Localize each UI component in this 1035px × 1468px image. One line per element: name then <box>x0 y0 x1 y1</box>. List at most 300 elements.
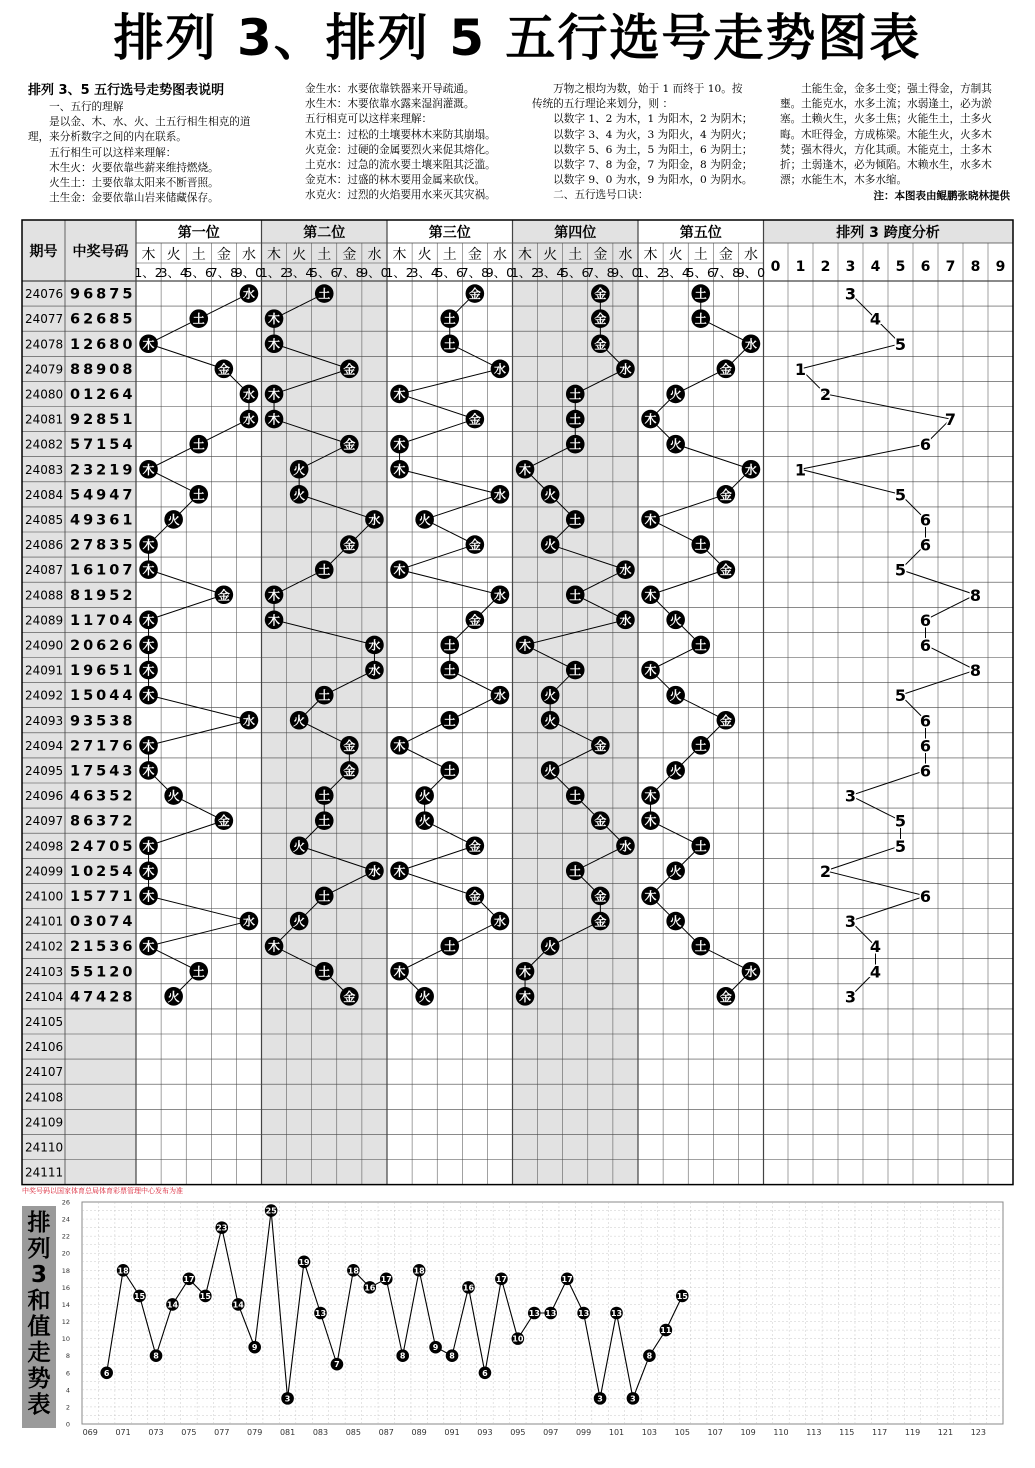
issue-cell: 24094 <box>25 738 64 753</box>
span-digit-header: 0 <box>770 259 781 275</box>
intro-line: 以数字 3、4 为火，3 为阳火，4 为阴火； <box>532 128 753 141</box>
number-cell: 88908 <box>70 361 136 378</box>
element-header: 火 <box>166 247 181 263</box>
element-badge-label: 火 <box>418 989 431 1004</box>
issue-cell: 24105 <box>25 1014 64 1029</box>
element-digits: 1、2 <box>636 265 665 280</box>
element-digits: 5、6 <box>686 265 715 280</box>
element-badge-label: 木 <box>142 663 155 678</box>
element-header: 水 <box>492 247 507 263</box>
element-header: 金 <box>718 247 733 263</box>
trend-line-position-1 <box>149 294 249 997</box>
element-badge-label: 水 <box>368 663 381 678</box>
span-value-label: 1 <box>794 460 807 480</box>
element-badge-label: 木 <box>644 512 657 527</box>
element-badge-label: 水 <box>493 688 506 703</box>
element-badge-label: 水 <box>744 337 757 352</box>
element-badge-label: 土 <box>318 563 331 578</box>
sum-x-tick: 079 <box>247 1428 263 1437</box>
element-digits: 5、6 <box>184 265 213 280</box>
span-value-label: 5 <box>894 560 907 580</box>
sum-x-tick: 085 <box>345 1428 362 1437</box>
element-header: 火 <box>543 247 558 263</box>
issue-cell: 24109 <box>25 1115 64 1130</box>
element-digits: 5、6 <box>435 265 464 280</box>
element-badge-label: 水 <box>619 613 632 628</box>
element-badge-label: 火 <box>293 713 306 728</box>
element-header: 土 <box>693 247 708 263</box>
number-cell: 55120 <box>70 964 136 981</box>
element-badge-label: 木 <box>142 638 155 653</box>
element-badge-label: 木 <box>393 462 406 477</box>
issue-cell: 24081 <box>25 412 64 427</box>
position-header: 第四位 <box>554 225 597 241</box>
sum-x-tick: 115 <box>839 1428 855 1437</box>
element-header: 金 <box>342 247 357 263</box>
number-cell: 19651 <box>70 663 136 680</box>
element-badge-label: 金 <box>594 312 607 327</box>
element-digits: 3、4 <box>159 265 188 280</box>
element-digits: 7、8 <box>335 265 364 280</box>
element-digits: 5、6 <box>310 265 339 280</box>
element-badge-label: 火 <box>669 864 682 879</box>
issue-cell: 24099 <box>25 864 64 879</box>
issue-cell: 24080 <box>25 387 64 402</box>
span-value-label: 4 <box>869 962 882 982</box>
issue-cell: 24108 <box>25 1090 64 1105</box>
element-badge-label: 火 <box>544 939 557 954</box>
intro-line: 五行相生可以这样来理解： <box>28 146 177 159</box>
span-value-label: 5 <box>894 485 907 505</box>
sum-title-char: 值 <box>27 1314 51 1340</box>
element-badge-label: 木 <box>142 763 155 778</box>
issue-cell: 24106 <box>25 1040 64 1055</box>
issue-cell: 24101 <box>25 914 64 929</box>
number-cell: 24705 <box>70 838 136 855</box>
span-value-label: 3 <box>844 987 857 1007</box>
issue-cell: 24110 <box>25 1140 64 1155</box>
span-header: 排列 3 跨度分析 <box>836 225 940 241</box>
span-value-label: 6 <box>919 761 932 781</box>
element-badge-label: 火 <box>418 814 431 829</box>
element-header: 水 <box>743 247 758 263</box>
span-value-label: 5 <box>894 334 907 354</box>
element-badge-label: 土 <box>192 964 205 979</box>
sum-x-tick: 069 <box>82 1428 98 1437</box>
span-value-label: 6 <box>919 535 932 555</box>
element-badge-label: 木 <box>142 563 155 578</box>
span-value-label: 6 <box>919 610 932 630</box>
element-badge-label: 木 <box>519 989 532 1004</box>
number-cell: 11704 <box>70 612 136 629</box>
intro-line: 五行相克可以这样来理解： <box>305 113 433 126</box>
element-badge-label: 土 <box>318 964 331 979</box>
span-digit-header: 1 <box>795 259 806 275</box>
sum-y-tick: 20 <box>61 1249 70 1258</box>
element-badge-label: 水 <box>368 864 381 879</box>
sum-value-label: 8 <box>153 1351 159 1361</box>
element-header: 金 <box>216 247 231 263</box>
sum-x-tick: 099 <box>575 1428 592 1437</box>
sum-y-tick: 10 <box>61 1335 70 1344</box>
span-value-label: 4 <box>869 309 882 329</box>
sum-x-tick: 119 <box>904 1428 921 1437</box>
element-badge-label: 金 <box>343 538 356 553</box>
element-badge-label: 水 <box>493 362 506 377</box>
intro-line: 理，来分析数字之间的内在联系。 <box>28 131 187 144</box>
sum-x-tick: 101 <box>608 1428 625 1437</box>
span-digit-header: 4 <box>870 259 881 275</box>
sum-value-label: 17 <box>561 1274 573 1284</box>
span-value-label: 6 <box>919 435 932 455</box>
element-badge-label: 水 <box>242 412 255 427</box>
span-value-label: 5 <box>894 836 907 856</box>
element-badge-label: 土 <box>318 287 331 302</box>
element-badge-label: 水 <box>368 512 381 527</box>
issue-cell: 24098 <box>25 839 64 854</box>
element-badge-label: 火 <box>293 839 306 854</box>
number-cell: 17543 <box>70 763 136 780</box>
element-badge-label: 金 <box>719 989 732 1004</box>
number-cell: 81952 <box>70 587 136 604</box>
sum-x-tick: 093 <box>477 1428 493 1437</box>
intro-line: 土克水：过急的流水要土壤来阻其泛滥。 <box>305 159 496 172</box>
sum-value-label: 9 <box>251 1343 258 1353</box>
span-value-label: 6 <box>919 886 932 906</box>
sum-title-char: 走 <box>27 1340 51 1366</box>
element-badge-label: 土 <box>443 663 456 678</box>
element-badge-label: 金 <box>594 889 607 904</box>
number-cell: 57154 <box>70 437 136 454</box>
element-digits: 1、2 <box>134 265 163 280</box>
element-badge-label: 木 <box>268 613 281 628</box>
intro-line: 以数字 1、2 为木，1 为阳木，2 为阴木； <box>532 113 753 126</box>
sum-value-label: 17 <box>495 1274 507 1284</box>
element-badge-label: 金 <box>719 563 732 578</box>
sum-value-label: 17 <box>183 1274 195 1284</box>
element-badge-label: 火 <box>669 914 682 929</box>
element-badge-label: 木 <box>268 337 281 352</box>
sum-value-label: 10 <box>512 1334 524 1344</box>
element-badge-label: 木 <box>142 337 155 352</box>
sum-value-label: 9 <box>432 1343 439 1353</box>
element-digits: 7、8 <box>209 265 239 280</box>
element-badge-label: 木 <box>142 462 155 477</box>
element-badge-label: 土 <box>694 287 707 302</box>
element-badge-label: 土 <box>569 663 582 678</box>
issue-cell: 24086 <box>25 538 64 553</box>
issue-cell: 24079 <box>25 362 64 377</box>
sum-value-label: 6 <box>482 1368 488 1378</box>
element-header: 水 <box>618 247 633 263</box>
element-badge-label: 金 <box>594 287 607 302</box>
number-cell: 23219 <box>70 462 136 479</box>
element-badge-label: 火 <box>544 538 557 553</box>
intro-line: 漂；水能生木，木多水缩。 <box>780 174 908 187</box>
element-digits: 7、8 <box>460 265 490 280</box>
number-header: 中奖号码 <box>72 244 129 260</box>
element-badge-label: 火 <box>669 387 682 402</box>
element-badge-label: 火 <box>418 789 431 804</box>
element-badge-label: 火 <box>544 487 557 502</box>
sum-value-label: 13 <box>610 1309 623 1318</box>
sum-title-char: 排 <box>27 1210 51 1236</box>
sum-x-tick: 089 <box>411 1428 427 1437</box>
element-badge-label: 土 <box>192 487 205 502</box>
sum-value-label: 3 <box>630 1394 636 1404</box>
sum-x-tick: 105 <box>674 1428 690 1437</box>
issue-cell: 24097 <box>25 814 64 829</box>
issue-cell: 24076 <box>25 287 64 302</box>
element-badge-label: 木 <box>142 889 155 904</box>
element-badge-label: 木 <box>644 789 657 804</box>
sum-value-label: 25 <box>265 1206 277 1216</box>
intro-line: 晦。木旺得金，方成栋梁。木能生火，火多木 <box>780 128 992 141</box>
element-badge-label: 木 <box>142 538 155 553</box>
element-badge-label: 火 <box>293 462 306 477</box>
element-badge-label: 木 <box>142 864 155 879</box>
issue-cell: 24104 <box>25 989 64 1004</box>
number-cell: 27176 <box>70 738 136 755</box>
intro-line: 二、五行选号口诀： <box>532 189 649 202</box>
sum-value-label: 8 <box>399 1351 406 1361</box>
element-badge-label: 土 <box>694 312 707 327</box>
element-badge-label: 金 <box>719 362 732 377</box>
number-cell: 96875 <box>70 286 136 303</box>
intro-line: 金克木：过盛的林木要用金属来砍伐。 <box>305 174 486 187</box>
element-header: 土 <box>568 247 583 263</box>
position-header: 第二位 <box>303 225 346 241</box>
element-digits: 7、8 <box>586 265 615 280</box>
element-badge-label: 木 <box>393 387 406 402</box>
element-badge-label: 木 <box>644 814 657 829</box>
sum-y-tick: 22 <box>61 1232 70 1241</box>
sum-value-label: 15 <box>133 1291 146 1301</box>
sum-value-label: 18 <box>117 1266 129 1276</box>
sum-value-label: 3 <box>597 1394 603 1404</box>
intro-line: 一、五行的理解 <box>28 101 124 113</box>
element-badge-label: 金 <box>343 362 356 377</box>
element-header: 土 <box>317 247 332 263</box>
element-badge-label: 金 <box>217 814 230 829</box>
issue-cell: 24095 <box>25 763 64 778</box>
sum-y-tick: 4 <box>65 1386 70 1395</box>
intro-line: 折；土弱逢木，必为倾陷。木赖水生，水多木 <box>780 159 992 172</box>
element-badge-label: 火 <box>669 688 682 703</box>
sum-x-tick: 083 <box>312 1428 329 1437</box>
issue-cell: 24092 <box>25 688 64 703</box>
element-badge-label: 木 <box>644 588 657 603</box>
sum-y-tick: 18 <box>61 1266 70 1275</box>
sum-x-tick: 081 <box>279 1428 296 1437</box>
source-note: 中奖号码以国家体育总局体育彩票管理中心发布为准 <box>22 1187 183 1195</box>
intro-line: 木克土：过松的土壤要林木来防其崩塌。 <box>305 128 496 141</box>
sum-value-label: 7 <box>334 1360 340 1370</box>
element-badge-label: 水 <box>242 914 255 929</box>
element-header: 木 <box>141 247 156 263</box>
sum-value-label: 13 <box>578 1309 590 1318</box>
sum-x-tick: 097 <box>543 1428 559 1437</box>
element-badge-label: 土 <box>443 638 456 653</box>
element-badge-label: 木 <box>393 864 406 879</box>
sum-value-label: 13 <box>528 1309 540 1318</box>
number-cell: 62685 <box>70 311 136 328</box>
element-badge-label: 土 <box>694 939 707 954</box>
issue-cell: 24090 <box>25 638 64 653</box>
number-cell: 15771 <box>70 888 136 905</box>
element-badge-label: 土 <box>318 814 331 829</box>
element-digits: 7、8 <box>711 265 741 280</box>
sum-x-tick: 095 <box>510 1428 526 1437</box>
element-badge-label: 土 <box>694 839 707 854</box>
sum-title-char: 表 <box>27 1392 51 1418</box>
element-badge-label: 木 <box>519 964 532 979</box>
sum-y-tick: 6 <box>65 1369 70 1378</box>
element-badge-label: 金 <box>343 437 356 452</box>
element-digits: 9、0 <box>611 265 640 280</box>
sum-value-label: 19 <box>298 1257 310 1267</box>
number-cell: 46352 <box>70 788 136 805</box>
element-badge-label: 木 <box>142 613 155 628</box>
intro-line: 壅。土能克水，水多土流；水弱逢土，必为淤 <box>780 98 992 111</box>
element-digits: 9、0 <box>360 265 389 280</box>
element-badge-label: 火 <box>544 763 557 778</box>
sum-x-tick: 110 <box>773 1428 789 1437</box>
element-badge-label: 土 <box>569 864 582 879</box>
element-badge-label: 金 <box>468 889 481 904</box>
number-cell: 16107 <box>70 562 136 579</box>
element-digits: 3、4 <box>661 265 690 280</box>
span-digit-header: 7 <box>945 259 956 275</box>
span-value-label: 3 <box>844 786 857 806</box>
span-value-label: 6 <box>919 635 932 655</box>
span-digit-header: 9 <box>995 259 1006 275</box>
sum-value-label: 8 <box>449 1351 455 1361</box>
number-cell: 92851 <box>70 412 136 429</box>
sum-x-tick: 075 <box>181 1428 197 1437</box>
intro-line: 土能生金，金多土变；强土得金，方制其 <box>780 83 992 95</box>
number-cell: 27835 <box>70 537 136 554</box>
span-value-label: 8 <box>969 585 982 605</box>
sum-value-label: 16 <box>462 1283 475 1293</box>
issue-cell: 24089 <box>25 613 64 628</box>
element-digits: 1、2 <box>259 265 289 280</box>
span-value-label: 2 <box>819 384 832 404</box>
element-header: 木 <box>518 247 533 263</box>
element-header: 水 <box>241 247 256 263</box>
sum-value-label: 17 <box>380 1274 392 1284</box>
intro-line: 以数字 9、0 为水，9 为阳水，0 为阴水。 <box>532 174 753 187</box>
intro-line: 是以金、木、水、火、土五行相生相克的道 <box>28 116 251 129</box>
number-cell: 54947 <box>70 487 136 504</box>
sum-value-label: 13 <box>545 1309 557 1318</box>
sum-x-tick: 107 <box>707 1428 723 1437</box>
number-cell: 47428 <box>70 989 136 1006</box>
element-badge-label: 金 <box>468 412 481 427</box>
element-badge-label: 水 <box>493 914 506 929</box>
element-badge-label: 木 <box>519 638 532 653</box>
issue-cell: 24111 <box>25 1165 64 1180</box>
sum-value-label: 3 <box>284 1394 291 1404</box>
element-badge-label: 水 <box>493 588 506 603</box>
span-value-label: 2 <box>819 861 832 881</box>
issue-cell: 24091 <box>25 663 64 678</box>
element-badge-label: 土 <box>569 412 582 427</box>
span-value-label: 1 <box>794 359 807 379</box>
sum-title-char: 势 <box>27 1366 51 1392</box>
element-digits: 9、0 <box>485 265 515 280</box>
sum-value-label: 11 <box>660 1326 672 1336</box>
sum-x-tick: 117 <box>872 1428 888 1437</box>
element-badge-label: 水 <box>242 387 255 402</box>
element-badge-label: 木 <box>393 964 406 979</box>
issue-cell: 24087 <box>25 563 64 578</box>
element-badge-label: 土 <box>443 312 456 327</box>
sum-value-label: 15 <box>199 1291 211 1301</box>
sum-value-label: 16 <box>364 1283 376 1293</box>
element-badge-label: 金 <box>217 588 230 603</box>
position-header: 第三位 <box>428 225 471 241</box>
element-badge-label: 木 <box>519 462 532 477</box>
element-badge-label: 金 <box>719 713 732 728</box>
element-badge-label: 火 <box>293 487 306 502</box>
sum-value-label: 13 <box>314 1309 327 1318</box>
element-digits: 1、2 <box>510 265 540 280</box>
element-badge-label: 水 <box>744 462 757 477</box>
sum-x-tick: 123 <box>970 1428 986 1437</box>
issue-header: 期号 <box>29 244 58 260</box>
element-digits: 3、4 <box>410 265 439 280</box>
element-badge-label: 金 <box>594 914 607 929</box>
element-badge-label: 木 <box>268 588 281 603</box>
element-badge-label: 木 <box>268 312 281 327</box>
element-badge-label: 水 <box>744 964 757 979</box>
intro-line: 水克火：过烈的火焰要用水来灭其灾祸。 <box>305 189 496 202</box>
number-cell: 01264 <box>70 386 136 403</box>
sum-x-tick: 113 <box>806 1428 822 1437</box>
sum-y-tick: 26 <box>61 1198 70 1207</box>
sum-value-label: 14 <box>232 1300 244 1310</box>
element-badge-label: 木 <box>142 738 155 753</box>
span-digit-header: 2 <box>820 259 831 275</box>
element-badge-label: 金 <box>468 287 481 302</box>
number-cell: 49361 <box>70 512 136 529</box>
element-header: 火 <box>417 247 432 263</box>
element-badge-label: 木 <box>268 412 281 427</box>
element-badge-label: 木 <box>393 738 406 753</box>
number-cell: 15044 <box>70 688 136 705</box>
span-value-label: 8 <box>969 661 982 681</box>
element-badge-label: 水 <box>493 487 506 502</box>
element-badge-label: 水 <box>368 638 381 653</box>
element-header: 木 <box>392 247 407 263</box>
element-badge-label: 木 <box>644 663 657 678</box>
element-badge-label: 土 <box>569 387 582 402</box>
issue-cell: 24102 <box>25 939 64 954</box>
element-badge-label: 土 <box>318 889 331 904</box>
number-cell: 20626 <box>70 637 136 654</box>
intro-line: 以数字 7、8 为金，7 为阳金，8 为阴金； <box>532 159 753 172</box>
element-badge-label: 土 <box>694 638 707 653</box>
element-badge-label: 火 <box>544 688 557 703</box>
intro-line: 火生土：土要依靠太阳来不断晋照。 <box>28 177 219 190</box>
sum-title-char: 和 <box>27 1288 51 1314</box>
issue-cell: 24100 <box>25 889 64 904</box>
element-badge-label: 金 <box>468 613 481 628</box>
sum-title-char: 列 <box>27 1236 51 1262</box>
element-badge-label: 木 <box>393 437 406 452</box>
issue-cell: 24088 <box>25 588 64 603</box>
